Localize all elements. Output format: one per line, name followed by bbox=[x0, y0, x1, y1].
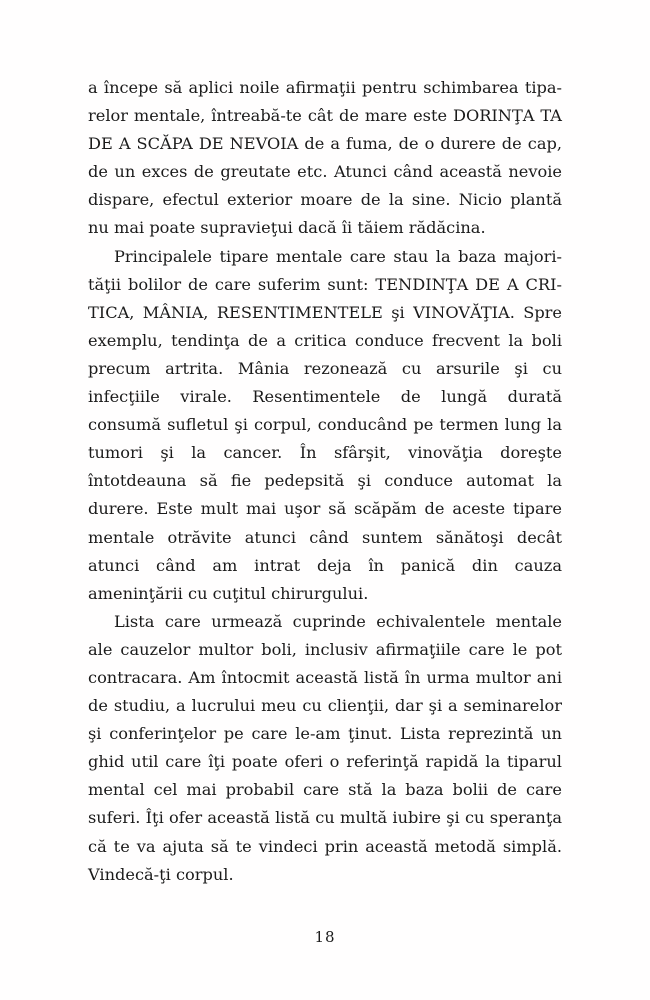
page-number: 18 bbox=[314, 928, 336, 946]
paragraph-3: Lista care urmează cuprinde echivalentele mentale ale cauzelor multor boli, inclusiv afirmaţiile care le pot contracara. Am întocmit această listă în urma multor ani de studiu, a lucrului meu cu clienţii, dar şi a seminarelor şi conferinţelor pe care le-am ţinut. Lista reprezintă un ghid util care îţi poate oferi o referinţă rapidă la tiparul mental cel mai probabil care stă la baza bolii de care suferi. Îţi ofer această listă cu multă iubire şi cu speranţa că te va ajuta să te vindeci prin această metodă simplă. Vindecă-ţi corpul. bbox=[88, 611, 562, 884]
paragraph-1: a începe să aplici noile afirmaţii pentru schimbarea tiparelor mentale, întreabă-te cât de mare este DORINŢA TA DE A SCĂPA DE NEVOIA de a fuma, de o durere de cap, de un exces de greutate etc. Atunci când această nevoie dispare, efectul exterior moare de la sine. Nicio plantă nu mai poate supravieţui dacă îi tăiem rădăcina. bbox=[88, 78, 562, 238]
body-text bbox=[88, 74, 562, 889]
paragraph-2: Principalele tipare mentale care stau la baza majorităţii bolilor de care suferim sunt: TENDINŢA DE A CRITICA, MÂNIA, RESENTIMENTELE şi VINOVĂŢIA. Spre exemplu, tendinţa de a critica conduce frecvent la boli precum artrita. Mânia rezonează cu arsurile şi cu infecţiile virale. Resentimentele de lungă durată consumă sufletul şi corpul, conducând pe termen lung la tumori şi la cancer. În sfârşit, vinovăţia doreşte întotdeauna să fie pedepsită şi conduce automat la durere. Este mult mai uşor să scăpăm de aceste tipare mentale otrăvite atunci când suntem sănătoşi decât atunci când am intrat deja în panică din cauza ameninţării cu cuţitul chirurgului. bbox=[88, 246, 562, 603]
